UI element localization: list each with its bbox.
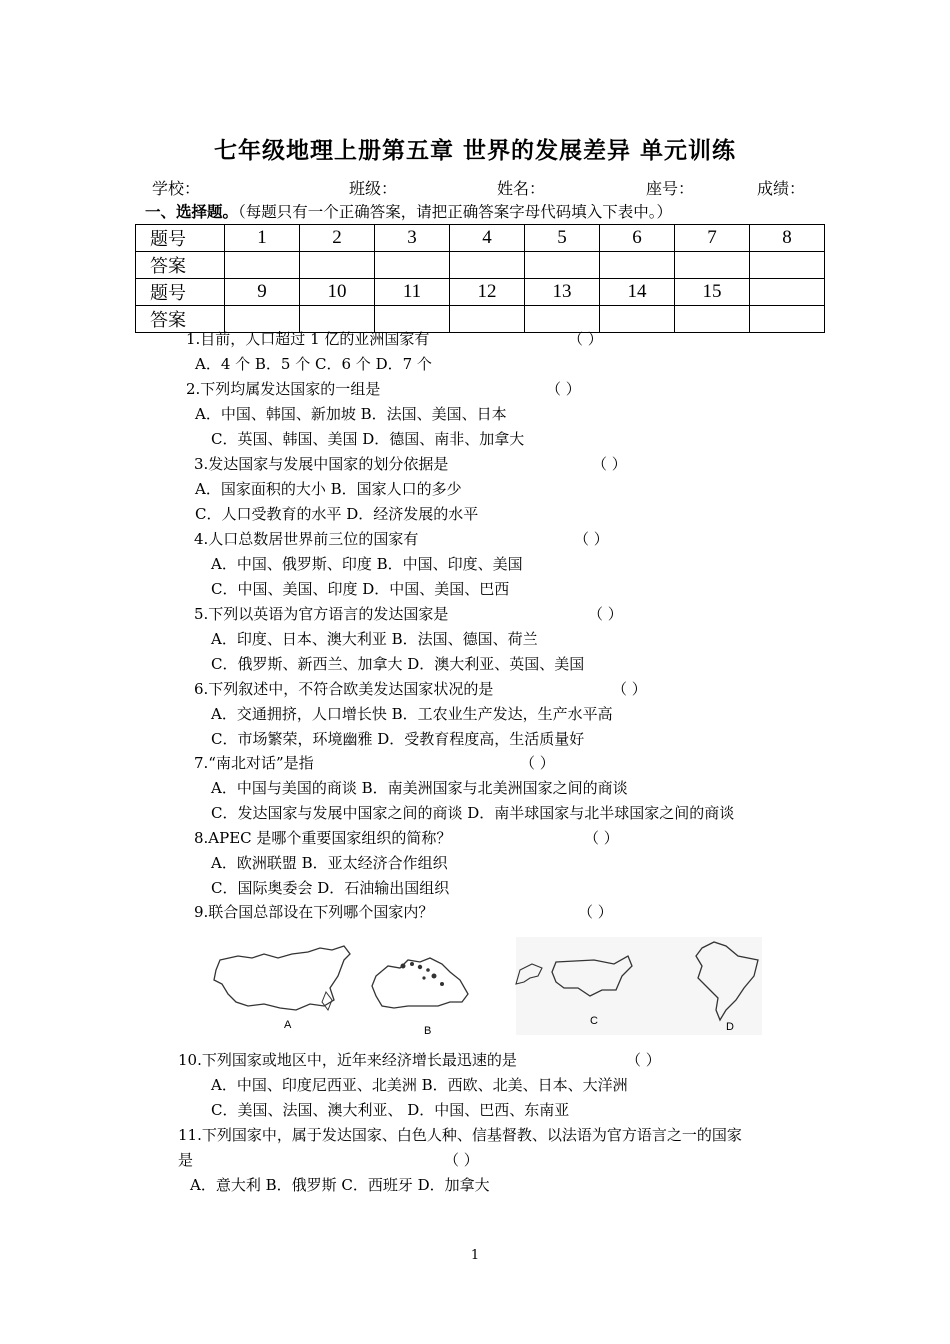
question-8-options: C．国际奥委会 D．石油输出国组织 bbox=[211, 879, 450, 897]
question-7-options: C．发达国家与发展中国家之间的商谈 D．南半球国家与北半球国家之间的商谈 bbox=[211, 804, 735, 822]
question-11: 11.下列国家中，属于发达国家、白色人种、信基督教、以法语为官方语言之一的国家 bbox=[178, 1126, 742, 1144]
section-heading bbox=[145, 200, 672, 222]
question-10: 10.下列国家或地区中，近年来经济增长最迅速的是 bbox=[178, 1051, 517, 1069]
answer-cell[interactable] bbox=[375, 252, 450, 279]
question-4-options: C．中国、美国、印度 D．中国、美国、巴西 bbox=[211, 580, 510, 598]
question-number-cell: 10 bbox=[300, 279, 375, 306]
map-label-a: A bbox=[284, 1019, 292, 1031]
class-label: 班级： bbox=[349, 179, 398, 198]
map-label-d: D bbox=[726, 1021, 734, 1033]
question-8-options: A．欧洲联盟 B．亚太经济合作组织 bbox=[211, 854, 448, 872]
section-note: （每题只有一个正确答案，请把正确答案字母代码填入下表中。） bbox=[238, 203, 673, 221]
question-3-options: A．国家面积的大小 B．国家人口的多少 bbox=[195, 480, 462, 498]
russia-map-option[interactable] bbox=[214, 946, 350, 1010]
question-number-cell: 4 bbox=[450, 225, 525, 252]
question-11-cont: 是 bbox=[178, 1151, 194, 1169]
question-number-cell: 14 bbox=[600, 279, 675, 306]
score-label: 成绩： bbox=[757, 179, 806, 198]
answer-cell[interactable] bbox=[675, 252, 750, 279]
table-row bbox=[136, 252, 825, 279]
canada-map-option[interactable] bbox=[372, 958, 468, 1008]
question-8: 8.APEC 是哪个重要国家组织的简称？ bbox=[194, 829, 452, 847]
map-label-c: C bbox=[590, 1015, 598, 1027]
question-9: 9.联合国总部设在下列哪个国家内？ bbox=[194, 903, 434, 921]
question-7-options: A．中国与美国的商谈 B．南美洲国家与北美洲国家之间的商谈 bbox=[211, 779, 628, 797]
question-4: 4.人口总数居世界前三位的国家有 bbox=[194, 530, 419, 548]
question-number-cell: 7 bbox=[675, 225, 750, 252]
question-number-cell: 15 bbox=[675, 279, 750, 306]
name-label: 姓名： bbox=[497, 179, 546, 198]
answer-blank: （ ） bbox=[612, 680, 647, 698]
question-5-options: A．印度、日本、澳大利亚 B．法国、德国、荷兰 bbox=[211, 630, 538, 648]
question-number-cell: 9 bbox=[225, 279, 300, 306]
question-7: 7.“南北对话”是指 bbox=[194, 754, 314, 772]
answer-cell[interactable] bbox=[750, 306, 825, 333]
question-1-options: A．4 个 B．5 个 C．6 个 D．7 个 bbox=[195, 355, 432, 373]
question-number-cell: 1 bbox=[225, 225, 300, 252]
answer-blank: （ ） bbox=[574, 530, 609, 548]
question-number-cell: 3 bbox=[375, 225, 450, 252]
question-2-options: C．英国、韩国、美国 D．德国、南非、加拿大 bbox=[211, 430, 525, 448]
question-2: 2.下列均属发达国家的一组是 bbox=[186, 380, 381, 398]
question-number-cell: 6 bbox=[600, 225, 675, 252]
answer-cell[interactable] bbox=[525, 252, 600, 279]
answer-cell[interactable] bbox=[450, 306, 525, 333]
answer-blank: （ ） bbox=[592, 455, 627, 473]
question-number-cell: 11 bbox=[375, 279, 450, 306]
question-3: 3.发达国家与发展中国家的划分依据是 bbox=[194, 455, 449, 473]
school-label: 学校： bbox=[152, 179, 201, 198]
question-6-options: A．交通拥挤，人口增长快 B．工农业生产发达，生产水平高 bbox=[211, 705, 613, 723]
row-label: 答案 bbox=[136, 252, 225, 279]
answer-blank: （ ） bbox=[568, 330, 603, 348]
answer-blank: （ ） bbox=[520, 754, 555, 772]
country-maps-figure bbox=[198, 936, 768, 1038]
question-5: 5.下列以英语为官方语言的发达国家是 bbox=[194, 605, 449, 623]
page-number: 1 bbox=[470, 1248, 480, 1263]
answer-blank: （ ） bbox=[588, 605, 623, 623]
page-title: 七年级地理上册第五章 世界的发展差异 单元训练 bbox=[213, 138, 736, 164]
section-title: 一、选择题。 bbox=[145, 202, 239, 221]
row-label: 答案 bbox=[136, 306, 225, 333]
answer-cell[interactable] bbox=[600, 252, 675, 279]
answer-table bbox=[135, 224, 825, 333]
question-10-options: C．美国、法国、澳大利亚、 D．中国、巴西、东南亚 bbox=[211, 1101, 570, 1119]
row-label: 题号 bbox=[136, 225, 225, 252]
question-4-options: A．中国、俄罗斯、印度 B．中国、印度、美国 bbox=[211, 555, 523, 573]
table-row bbox=[136, 279, 825, 306]
answer-blank: （ ） bbox=[444, 1151, 479, 1169]
answer-cell[interactable] bbox=[750, 252, 825, 279]
question-number-cell bbox=[750, 279, 825, 306]
answer-cell[interactable] bbox=[600, 306, 675, 333]
answer-blank: （ ） bbox=[584, 829, 619, 847]
answer-cell[interactable] bbox=[450, 252, 525, 279]
question-number-cell: 12 bbox=[450, 279, 525, 306]
question-5-options: C．俄罗斯、新西兰、加拿大 D．澳大利亚、英国、美国 bbox=[211, 655, 585, 673]
question-10-options: A．中国、印度尼西亚、北美洲 B．西欧、北美、日本、大洋洲 bbox=[211, 1076, 628, 1094]
question-1: 1.目前，人口超过 1 亿的亚洲国家有 bbox=[186, 330, 430, 348]
question-6-options: C．市场繁荣，环境幽雅 D．受教育程度高，生活质量好 bbox=[211, 730, 585, 748]
question-number-cell: 13 bbox=[525, 279, 600, 306]
question-11-options: A．意大利 B．俄罗斯 C．西班牙 D．加拿大 bbox=[190, 1176, 490, 1194]
question-2-options: A．中国、韩国、新加坡 B．法国、美国、日本 bbox=[195, 405, 507, 423]
table-row bbox=[136, 225, 825, 252]
question-6: 6.下列叙述中，不符合欧美发达国家状况的是 bbox=[194, 680, 494, 698]
question-number-cell: 2 bbox=[300, 225, 375, 252]
answer-cell[interactable] bbox=[225, 252, 300, 279]
answer-cell[interactable] bbox=[300, 252, 375, 279]
question-number-cell: 8 bbox=[750, 225, 825, 252]
question-3-options: C．人口受教育的水平 D．经济发展的水平 bbox=[195, 505, 479, 523]
seat-label: 座号： bbox=[646, 179, 695, 198]
answer-cell[interactable] bbox=[675, 306, 750, 333]
answer-blank: （ ） bbox=[546, 380, 581, 398]
question-number-cell: 5 bbox=[525, 225, 600, 252]
answer-blank: （ ） bbox=[626, 1051, 661, 1069]
answer-blank: （ ） bbox=[578, 903, 613, 921]
row-label: 题号 bbox=[136, 279, 225, 306]
map-label-b: B bbox=[424, 1025, 432, 1037]
